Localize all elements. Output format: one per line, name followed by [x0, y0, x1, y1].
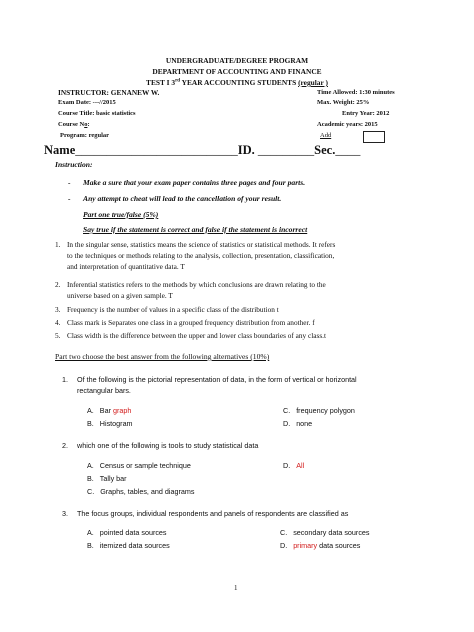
item-number: 5.: [55, 331, 61, 340]
question-2-line-1: which one of the following is tools to study statistical data: [77, 441, 259, 450]
option-letter: D.: [280, 541, 288, 550]
item-number: 3.: [55, 305, 61, 314]
add-label: Add: [320, 132, 332, 139]
q1-option-d[interactable]: [283, 419, 312, 428]
test-title-main: YEAR ACCOUNTING STUDENTS: [180, 78, 299, 87]
question-3-line-1: The focus groups, individual respondents and panels of respondents are classified as: [77, 509, 349, 518]
option-text-marked: graph: [112, 406, 132, 415]
option-text: Bar: [99, 406, 113, 415]
option-letter: A.: [87, 461, 94, 470]
option-text: Census or sample technique: [99, 461, 191, 470]
course-number-o: o: [84, 121, 88, 128]
part-two-heading: Part two choose the best answer from the following alternatives (10%): [55, 352, 270, 361]
program-title: UNDERGRADUATE/DEGREE PROGRAM: [165, 56, 309, 65]
page-number: 1: [234, 584, 238, 592]
option-letter: C.: [87, 487, 95, 496]
option-letter: C.: [280, 528, 288, 537]
test-title-program: (regular ): [298, 78, 328, 87]
instruction-rule-1: Make a sure that your exam paper contains three pages and four parts.: [83, 178, 306, 187]
option-text: none: [296, 419, 313, 428]
course-number-colon: :: [87, 121, 90, 128]
q3-option-c[interactable]: [280, 528, 370, 537]
sec-label: Sec.: [314, 143, 336, 157]
instruction-rule-2: Any attempt to cheat will lead to the cancellation of your result.: [83, 194, 282, 203]
entry-year: Entry Year: 2012: [342, 110, 390, 117]
instructor: INSTRUCTOR: GENANEW W.: [58, 88, 160, 97]
item-line: Class width is the difference between the upper and lower class boundaries of any class.t: [67, 331, 327, 340]
part-one-instruction: Say true if the statement is correct and false if the statement is incorrect: [83, 225, 308, 234]
name-label: Name: [44, 143, 76, 157]
option-text: itemized data sources: [99, 541, 170, 550]
test-title-prefix: TEST I 3: [146, 78, 176, 87]
option-letter: C.: [283, 406, 291, 415]
item-number: 4.: [55, 318, 61, 327]
academic-year: Academic years: 2015: [317, 121, 378, 128]
item-number: 1.: [55, 240, 61, 249]
q2-option-d[interactable]: [283, 461, 304, 470]
part-one-heading: Part one true/false (5%): [83, 210, 159, 219]
option-letter: B.: [87, 474, 94, 483]
q2-option-a[interactable]: [87, 461, 191, 470]
option-letter: B.: [87, 541, 94, 550]
q3-option-b[interactable]: [87, 541, 170, 550]
option-text-marked: primary: [293, 541, 318, 550]
id-label: ID.: [237, 143, 255, 157]
time-allowed: Time Allowed: 1:30 minutes: [317, 89, 395, 96]
item-line: and interpretation of quantitative data. T: [67, 261, 185, 271]
add-box[interactable]: [363, 131, 385, 143]
item-line: Inferential statistics refers to the methods by which conclusions are drawn relating to the: [67, 280, 326, 289]
id-blank[interactable]: _________: [254, 143, 315, 157]
course-title: Course Title: basic statistics: [58, 110, 136, 117]
item-number: 2.: [55, 280, 61, 289]
option-text-marked: All: [296, 461, 305, 470]
option-letter: D.: [283, 419, 291, 428]
sec-blank[interactable]: ____: [335, 143, 361, 157]
option-text: frequency polygon: [296, 406, 355, 415]
instruction-rule-2-bullet: -: [68, 194, 71, 203]
name-id-sec-line: [44, 143, 360, 158]
course-number-label: Course N: [58, 121, 85, 128]
question-1-line-2: rectangular bars.: [77, 386, 131, 395]
option-text: Histogram: [99, 419, 133, 428]
max-weight: Max. Weight: 25%: [317, 99, 370, 106]
course-number: [58, 121, 90, 128]
option-text: data sources: [317, 541, 361, 550]
option-letter: D.: [283, 461, 291, 470]
question-1-number: 1.: [62, 375, 68, 384]
instruction-rule-1-bullet: -: [68, 178, 71, 187]
question-3-number: 3.: [62, 509, 68, 518]
item-line: Class mark is Separates one class in a grouped frequency distribution from another. f: [67, 318, 315, 327]
test-title-sup: rd: [175, 78, 181, 84]
item-line: to the techniques or methods relating to the analysis, collection, presentation, classification,: [67, 250, 335, 260]
option-text: Tally bar: [99, 474, 127, 483]
option-text: secondary data sources: [293, 528, 370, 537]
item-line: In the singular sense, statistics means the science of statistics or statistical methods. It refers: [67, 240, 336, 249]
item-line: universe based on a given sample. T: [67, 290, 173, 300]
instruction-heading: Instruction:: [55, 160, 93, 169]
test-title: [0, 78, 474, 87]
department-title: DEPARTMENT OF ACCOUNTING AND FINANCE: [152, 67, 322, 76]
option-text: Graphs, tables, and diagrams: [100, 487, 195, 496]
option-letter: A.: [87, 406, 94, 415]
option-text: pointed data sources: [99, 528, 167, 537]
name-blank[interactable]: __________________________: [75, 143, 238, 157]
option-letter: B.: [87, 419, 94, 428]
q3-option-d[interactable]: [280, 541, 360, 550]
q1-option-a[interactable]: [87, 406, 131, 415]
item-line: Frequency is the number of values in a specific class of the distribution t: [67, 305, 279, 314]
q2-option-b[interactable]: [87, 474, 127, 483]
q3-option-a[interactable]: [87, 528, 167, 537]
q1-option-c[interactable]: [283, 406, 355, 415]
question-2-number: 2.: [62, 441, 68, 450]
q2-option-c[interactable]: [87, 487, 194, 496]
exam-date: Exam Date: ---//2015: [58, 99, 116, 106]
program: Program: regular: [60, 132, 110, 139]
q1-option-b[interactable]: [87, 419, 133, 428]
option-letter: A.: [87, 528, 94, 537]
question-1-line-1: Of the following is the pictorial representation of data, in the form of vertical or horizontal: [77, 375, 357, 384]
